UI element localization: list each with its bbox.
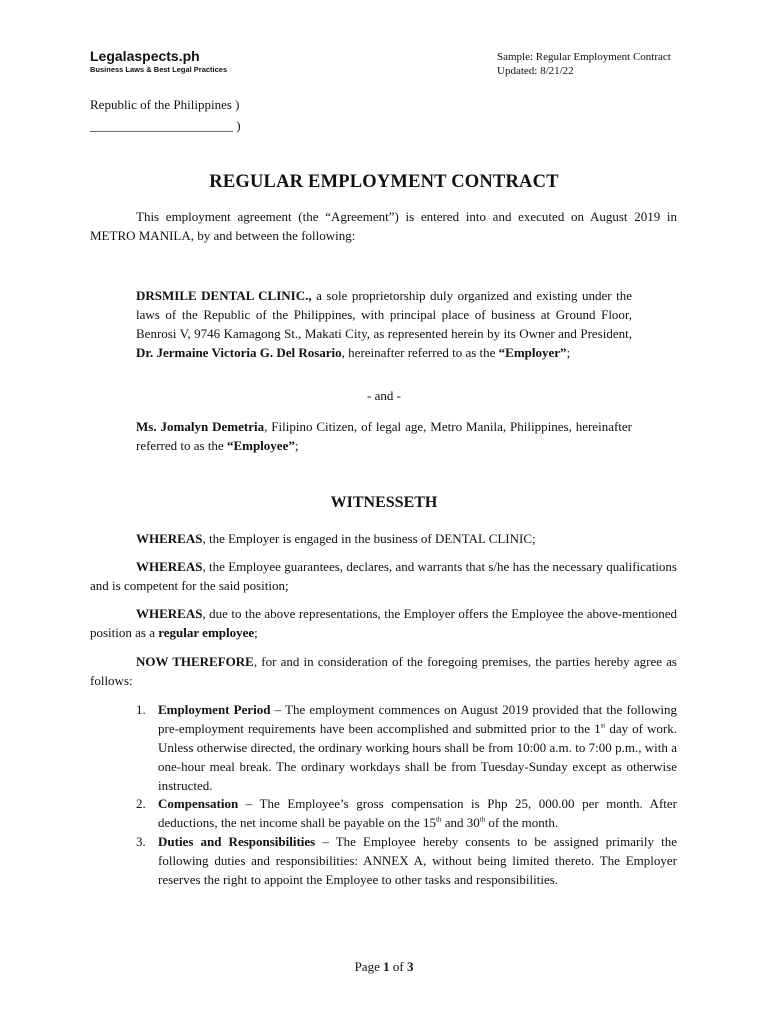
employer-text-1: a sole proprietorship duly organized and existing under the laws of the Republic of the Philippines, with principal place of business at Ground Floor, Benrosi V, 9746 Kamagong St., Makati City, as represented herein by its Owner and President, bbox=[136, 288, 632, 341]
employee-ref: “Employee” bbox=[226, 438, 295, 453]
venue-line-1: Republic of the Philippines ) bbox=[90, 97, 240, 112]
employer-name: DRSMILE DENTAL CLINIC., bbox=[136, 288, 312, 303]
item-heading: Duties and Responsibilities bbox=[158, 834, 316, 849]
page-word: Page bbox=[354, 959, 384, 974]
item-body: of the month. bbox=[485, 815, 559, 830]
clause-lead: WHEREAS bbox=[136, 559, 203, 574]
item-body: – The Employee hereby consents to be assigned primarily the following duties and responsibilities: ANNEX A, without being limited thereto. The Employer reserves the right to appoint the Employee to other tasks and responsibilities. bbox=[158, 834, 677, 887]
document-title: REGULAR EMPLOYMENT CONTRACT bbox=[209, 172, 559, 192]
employer-text-2: , hereinafter referred to as the bbox=[341, 345, 499, 360]
item-number: 2. bbox=[136, 796, 146, 811]
item-body: day of work. Unless otherwise directed, the ordinary working hours shall be from 10:00 a.m. to 7:00 p.m., with a one-hour meal break. The ordinary workdays shall be from Tuesday-Sunday except as otherwise instructed. bbox=[158, 721, 677, 793]
employer-ref: “Employer” bbox=[498, 345, 567, 360]
intro-paragraph: This employment agreement (the “Agreement”) is entered into and executed on August 2019 in METRO MANILA, by and between the following: bbox=[90, 209, 677, 243]
item-text bbox=[158, 832, 677, 889]
clause-lead: WHEREAS bbox=[136, 606, 203, 621]
page-current: 1 bbox=[383, 959, 390, 974]
header-left bbox=[90, 48, 227, 75]
employee-party bbox=[136, 417, 632, 455]
venue-line-2: ______________________ ) bbox=[90, 118, 241, 133]
whereas-clause bbox=[90, 529, 677, 548]
brand-name: Legalaspects.ph bbox=[90, 48, 200, 64]
brand-tagline: Business Laws & Best Legal Practices bbox=[90, 65, 228, 74]
ordinal-suffix: st bbox=[600, 721, 606, 730]
page-footer bbox=[0, 959, 768, 975]
clause-bold-term: regular employee bbox=[158, 625, 255, 640]
employee-name: Ms. Jomalyn Demetria bbox=[136, 419, 265, 434]
item-heading: Employment Period bbox=[158, 702, 271, 717]
employer-representative: Dr. Jermaine Victoria G. Del Rosario bbox=[136, 345, 342, 360]
item-body: – The Employee’s gross compensation is Php 25, 000.00 per month. After deductions, the net income shall be payable on the 15 bbox=[158, 796, 677, 830]
employer-end: ; bbox=[566, 345, 571, 360]
employee-end: ; bbox=[294, 438, 299, 453]
clause-lead: NOW THEREFORE bbox=[136, 654, 254, 669]
item-number: 1. bbox=[136, 702, 146, 717]
clause-text: , due to the above representations, the Employer offers the Employee the above-mentioned position as a bbox=[90, 606, 677, 640]
page-total: 3 bbox=[406, 959, 414, 974]
item-text bbox=[158, 794, 677, 832]
item-heading: Compensation bbox=[158, 796, 239, 811]
updated-date: Updated: 8/21/22 bbox=[497, 65, 574, 77]
venue-block bbox=[90, 94, 241, 136]
clause-end: ; bbox=[254, 625, 258, 640]
clause-text: , the Employee guarantees, declares, and warrants that s/he has the necessary qualifications and is competent for the said position; bbox=[90, 559, 677, 593]
whereas-clause bbox=[90, 557, 677, 595]
clause-text: , the Employer is engaged in the business of DENTAL CLINIC; bbox=[202, 531, 536, 546]
clause-lead: WHEREAS bbox=[136, 531, 203, 546]
item-number: 3. bbox=[136, 834, 146, 849]
ordinal-suffix: th bbox=[479, 815, 486, 824]
numbered-item bbox=[136, 832, 677, 889]
clause-text: , for and in consideration of the foregoing premises, the parties hereby agree as follows: bbox=[90, 654, 677, 688]
whereas-clause bbox=[90, 604, 677, 642]
item-text bbox=[158, 700, 677, 795]
and-separator: - and - bbox=[367, 388, 401, 403]
numbered-item bbox=[136, 794, 677, 832]
witnesseth-heading: WITNESSETH bbox=[330, 494, 438, 511]
page-of-word: of bbox=[389, 959, 407, 974]
numbered-item bbox=[136, 700, 677, 795]
header-right bbox=[497, 50, 671, 78]
now-therefore-clause bbox=[90, 652, 677, 690]
sample-label: Sample: Regular Employment Contract bbox=[497, 51, 671, 63]
item-body: – The employment commences on August 2019 provided that the following pre-employment requirements have been accomplished and submitted prior to the 1 bbox=[158, 702, 677, 736]
item-body: and 30 bbox=[441, 815, 480, 830]
ordinal-suffix: th bbox=[435, 815, 442, 824]
employer-party bbox=[136, 286, 632, 362]
employee-text-1: , Filipino Citizen, of legal age, Metro Manila, Philippines, hereinafter referred to as the bbox=[136, 419, 633, 453]
